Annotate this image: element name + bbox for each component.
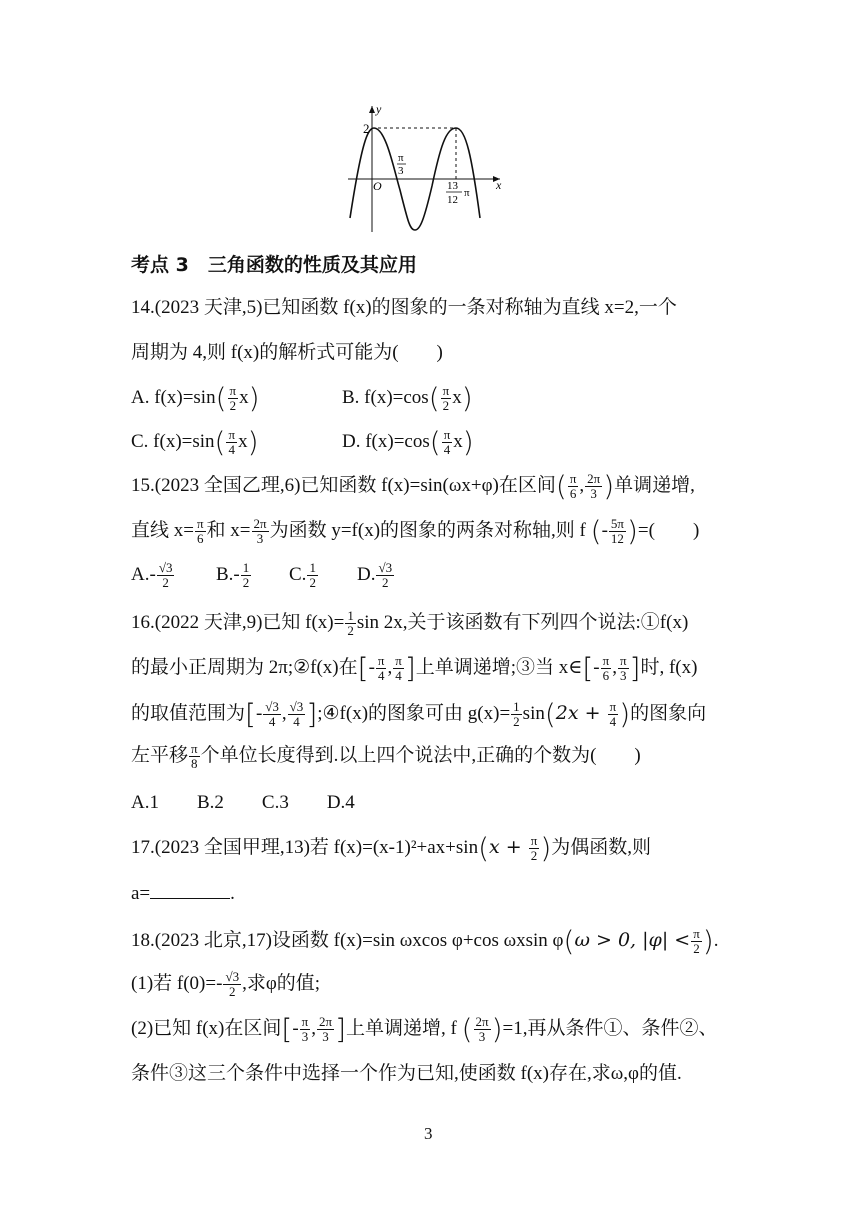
q14-options-cd — [131, 425, 474, 459]
x-tick-pi: π — [464, 187, 470, 199]
q15-option-a: A.- $\frac{√3}{2}$ — [131, 560, 173, 591]
q18-line4: 条件③这三个条件中选择一个作为已知,使函数 f(x)存在,求ω,φ的值. — [131, 1063, 682, 1084]
q18-line3: (2)已知 f(x)在区间[- $\frac{\pi}{3}$ , $\frac{2\pi}{3}$ ]上单调递增, f ( $\frac{2\pi}{3}$ )=1,再从条件①、条件②、 — [131, 1012, 718, 1046]
q14-option-b: B. f(x)=cos( $\frac{\pi}{2}$ x) — [342, 381, 473, 415]
q16-options: A.1 B.2 C.3 D.4 — [131, 792, 355, 813]
q14-options-ab — [131, 381, 473, 415]
q17-line2: a= . — [131, 880, 235, 908]
q15-line1: 15.(2023 全国乙理,6)已知函数 f(x)=sin(ωx+φ)在区间( $\frac{\pi}{6}$ , $\frac{2\pi}{3}$ )单调递增, — [131, 469, 695, 503]
q15-option-d: D. $\frac{√3}{2}$ — [357, 560, 393, 591]
pi-over-3-num: π — [398, 152, 404, 164]
q18-line2: (1)若 f(0)=- $\frac{√3}{2}$ ,求φ的值; — [131, 969, 321, 1000]
q14-option-d: D. f(x)=cos( $\frac{\pi}{4}$ x) — [342, 425, 474, 459]
pi-over-3-den: 3 — [398, 165, 404, 177]
q15-options — [131, 561, 395, 590]
q16-line2: 的最小正周期为 2π;②f(x)在[- $\frac{\pi}{4}$ , $\frac{\pi}{4}$ ]上单调递增;③当 x∈[- $\frac{\pi}{6}$ , $\frac{\pi}{3}$ ]时, f(x) — [131, 651, 698, 685]
q14-line1: 14.(2023 天津,5)已知函数 f(x)的图象的一条对称轴为直线 x=2,一个 — [131, 297, 677, 318]
y-axis-label: y — [376, 102, 382, 116]
q18-line1: 18.(2023 北京,17)设函数 f(x)=sin ωxcos φ+cos ωxsin φ(𝜔 > 0, |𝜑| < $\frac{\pi}{2}$ ). — [131, 924, 719, 958]
q15-option-b: B.- $\frac{1}{2}$ — [216, 560, 250, 591]
y-tick-2: 2 — [363, 121, 370, 136]
q16-line4: 左平移 $\frac{\pi}{8}$ 个单位长度得到.以上四个说法中,正确的个数为( ) — [131, 741, 641, 772]
section-title: 考点 3 三角函数的性质及其应用 — [131, 254, 417, 276]
x-axis-label: x — [496, 178, 502, 192]
origin-label: O — [373, 179, 382, 193]
q14-option-c: C. f(x)=sin( $\frac{\pi}{4}$ x) — [131, 425, 259, 459]
q16-line1: 16.(2022 天津,9)已知 f(x)= $\frac{1}{2}$ sin 2x,关于该函数有下列四个说法:①f(x) — [131, 608, 689, 639]
q14-line2: 周期为 4,则 f(x)的解析式可能为( ) — [131, 342, 443, 363]
q15-line2: 直线 x= $\frac{\pi}{6}$ 和 x= $\frac{2\pi}{3}$ 为函数 y=f(x)的图象的两条对称轴,则 f (- $\frac{5\pi}{12}$ )=( ) — [131, 514, 700, 548]
x-tick-den: 12 — [447, 194, 458, 206]
x-tick-num: 13 — [447, 180, 458, 192]
q15-option-c: C. $\frac{1}{2}$ — [289, 560, 316, 591]
cosine-graph — [340, 100, 520, 235]
answer-blank[interactable] — [150, 880, 230, 899]
q17-line1: 17.(2023 全国甲理,13)若 f(x)=(x-1)²+ax+sin(𝑥 + $\frac{\pi}{2}$ )为偶函数,则 — [131, 831, 652, 865]
q16-line3: 的取值范围为[- $\frac{√3}{4}$ , $\frac{√3}{4}$ ];④f(x)的图象可由 g(x)= $\frac{1}{2}$ sin(2𝑥 + $\frac{\pi}{4}$ )的图象向 — [131, 697, 707, 731]
q14-option-a: A. f(x)=sin( $\frac{\pi}{2}$ x) — [131, 381, 260, 415]
page-number: 3 — [424, 1124, 433, 1143]
